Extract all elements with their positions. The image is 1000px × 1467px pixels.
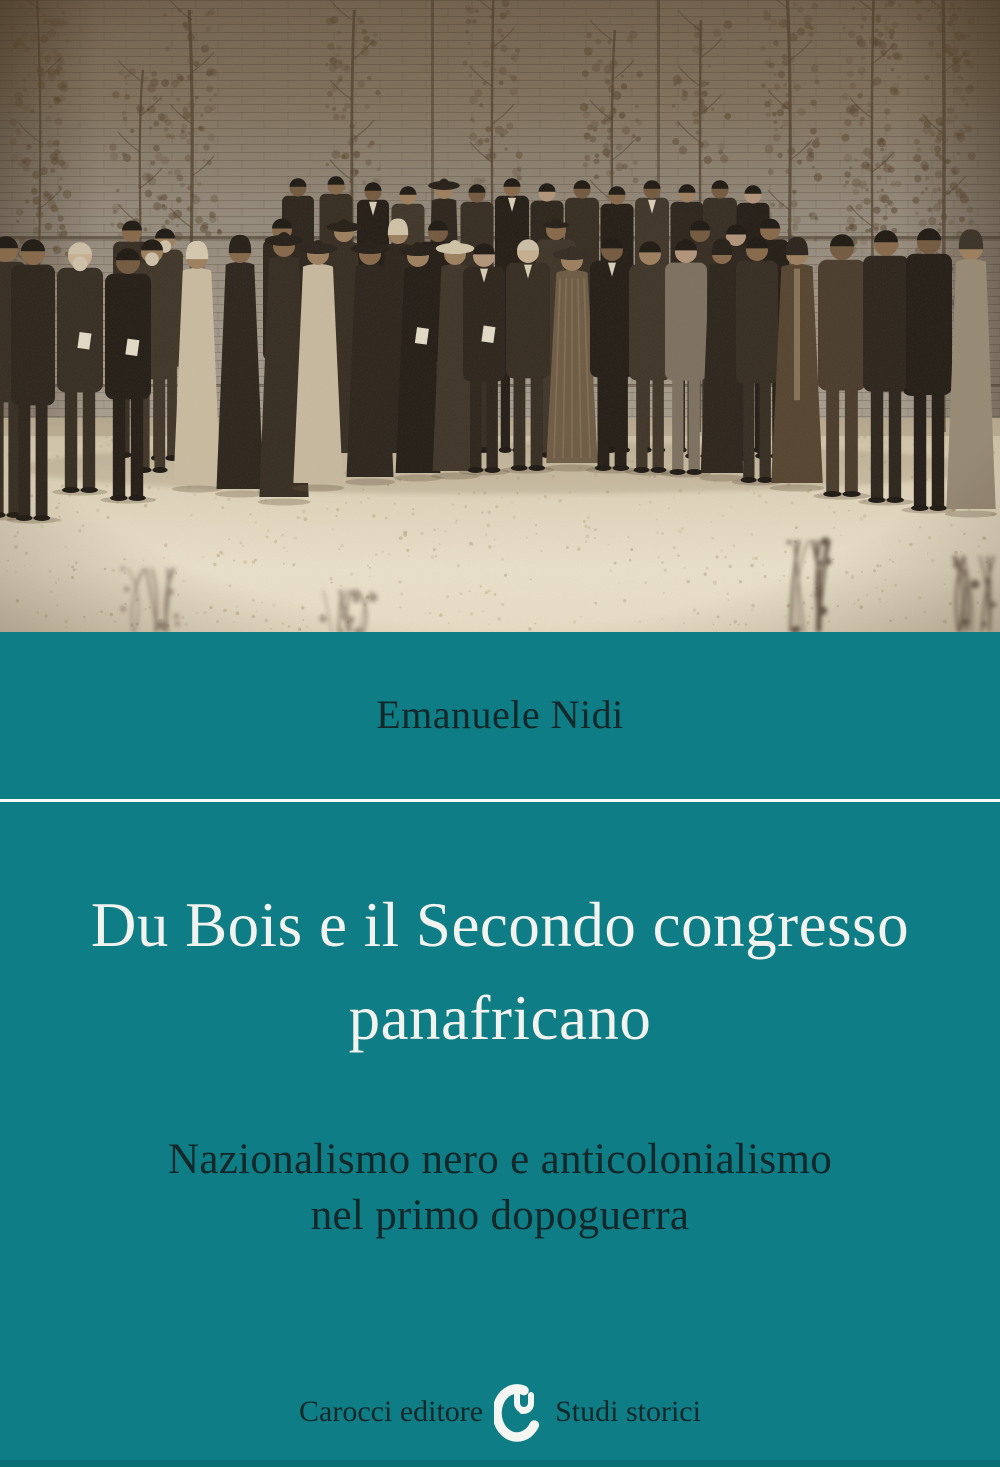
author-name: Emanuele Nidi xyxy=(376,692,624,737)
title-line-1: Du Bois e il Secondo congresso xyxy=(90,890,910,960)
publisher-name: Carocci editore xyxy=(299,1395,484,1428)
divider-rule xyxy=(0,799,1000,802)
subtitle-line-1: Nazionalismo nero e anticolonialismo xyxy=(168,1136,832,1183)
cover-photo xyxy=(0,0,1000,632)
book-title xyxy=(0,879,1000,1065)
carocci-monogram-icon xyxy=(494,1381,544,1443)
cover-bottom-edge xyxy=(0,1460,1000,1467)
publisher-row xyxy=(0,1381,1000,1443)
title-line-2: panafricano xyxy=(348,983,652,1053)
pan-african-congress-photo xyxy=(0,0,1000,632)
book-subtitle xyxy=(0,1132,1000,1244)
subtitle-line-2: nel primo dopoguerra xyxy=(310,1192,690,1239)
series-name: Studi storici xyxy=(555,1395,701,1428)
